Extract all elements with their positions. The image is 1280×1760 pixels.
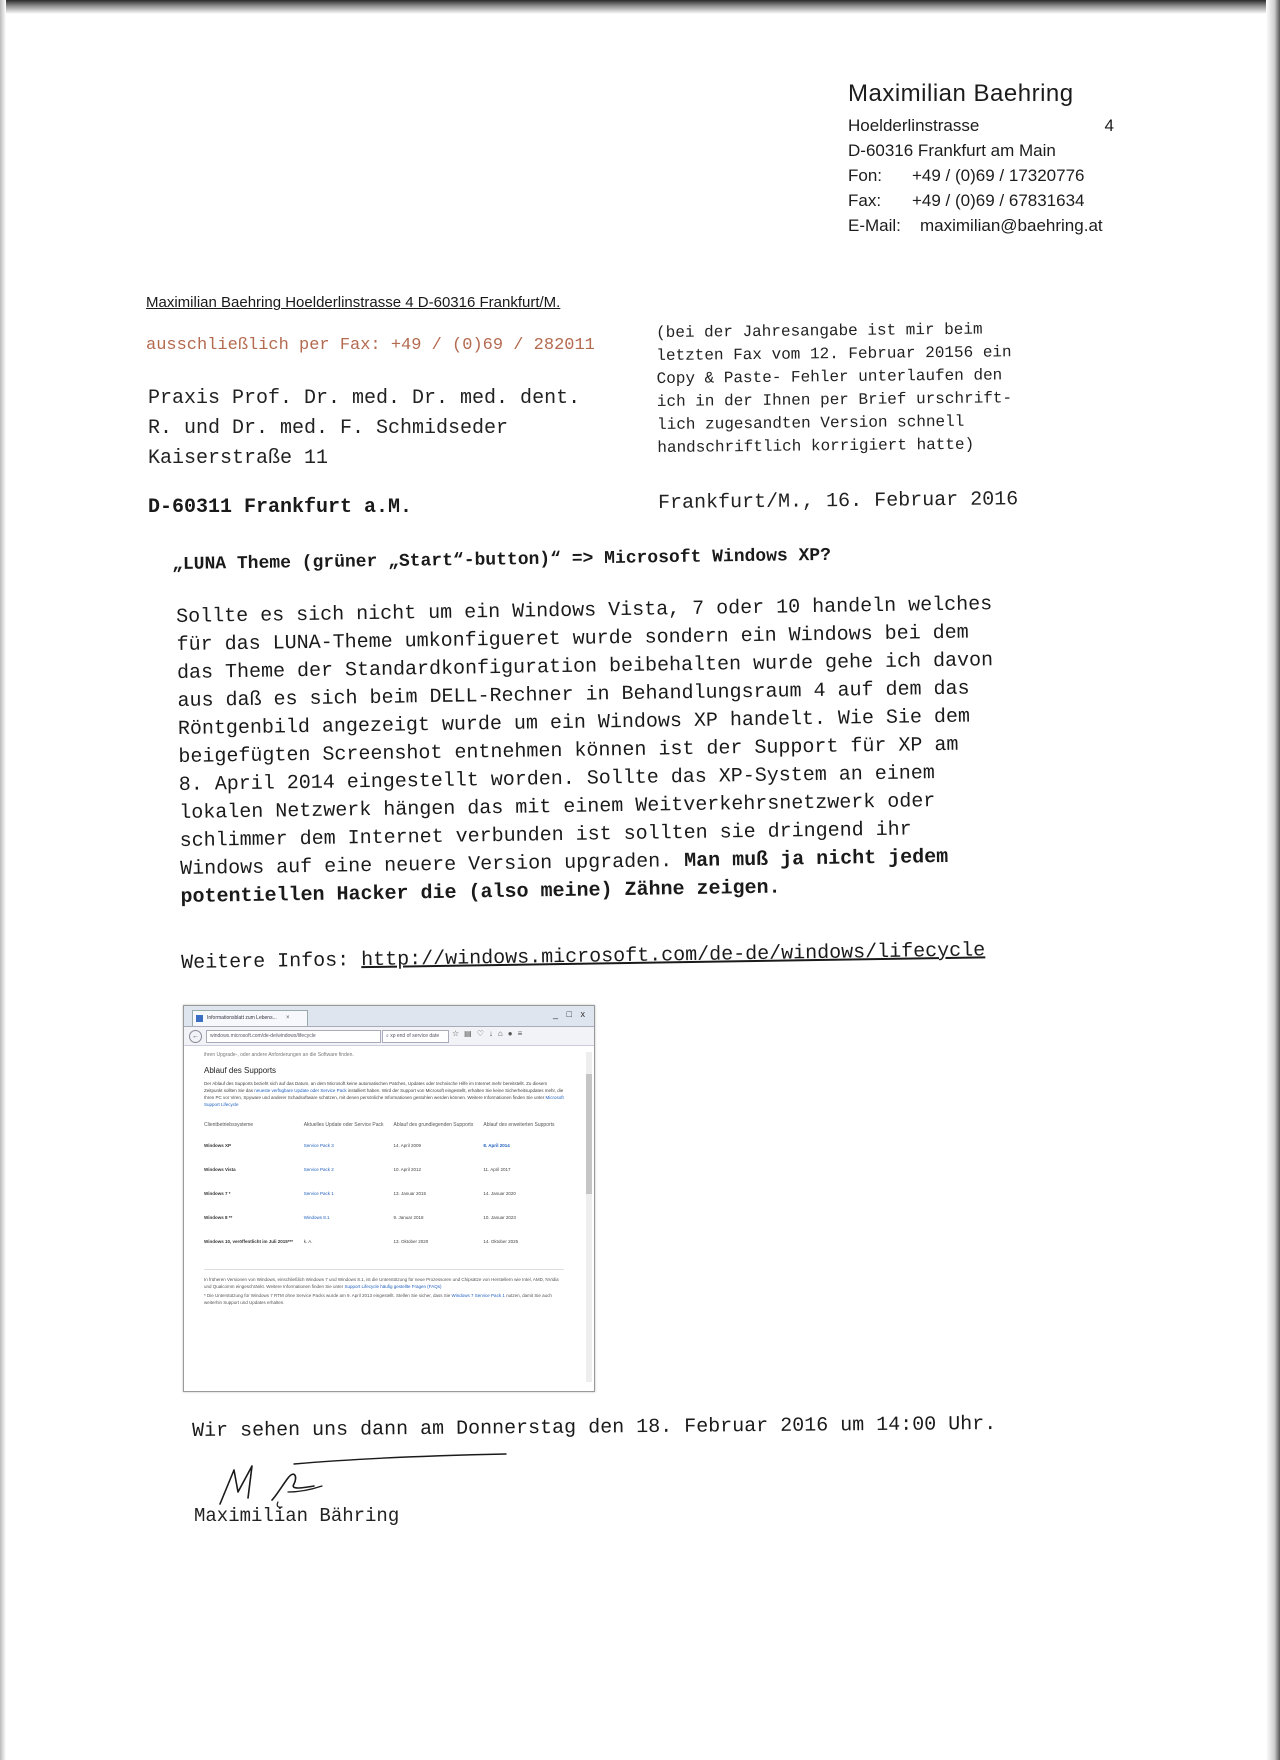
sender-street: Hoelderlinstrasse [848,116,980,135]
os-cell: Windows XP [204,1143,231,1148]
table-row [204,1167,564,1191]
download-icon[interactable]: ↓ [488,1029,498,1038]
support-heading: Ablauf des Supports [204,1066,277,1075]
body-text-regular: Windows auf eine neuere Version upgraden. [179,850,685,881]
scan-edge-left [0,0,6,1760]
extended-support-cell: 11. April 2017 [483,1167,511,1172]
os-cell: Windows 10, veröffentlicht im Juli 2015*** [204,1239,293,1244]
column-header: Ablauf des grundlegenden Supports [393,1122,474,1128]
footnote-2 [204,1292,564,1306]
sender-phone-label: Fon: [848,166,883,185]
table-row [204,1191,564,1215]
browser-tab-title: Informationsblatt zum Lebens... [207,1015,277,1021]
basic-support-cell: 9. Januar 2018 [393,1215,424,1220]
column-header: Aktuelles Update oder Service Pack [303,1122,384,1128]
body-line: 8. April 2014 eingestellt worden. Sollte das XP-System an einem [178,762,936,797]
sender-name: Maximilian Baehring [848,80,1074,107]
extended-support-cell: 10. Januar 2023 [483,1215,516,1220]
handwritten-signature [190,1452,520,1512]
win7-sp1-link[interactable]: Windows 7 Service Pack 1 [451,1293,505,1298]
body-line: schlimmer dem Internet verbunden ist sollten sie dringend ihr [179,818,912,853]
footnote-text: nutzen, damit Sie auch weiterhin Support und Updates erhalten. [204,1293,552,1305]
browser-tabbar [184,1006,594,1027]
date-line: Frankfurt/M., 16. Februar 2016 [658,488,1019,515]
basic-support-cell: 10. April 2012 [393,1167,422,1172]
signature-name: Maximilian Bähring [194,1505,400,1527]
recipient-city: D-60311 Frankfurt a.M. [148,496,413,519]
home-icon[interactable]: ⌂ [497,1029,508,1038]
body-line: Sollte es sich nicht um ein Windows Vista, 7 oder 10 handeln welches [176,593,993,629]
os-cell: Windows Vista [204,1167,236,1172]
scan-edge-top [0,0,1280,14]
body-line: das Theme der Standardkonfiguration beibehalten wurde gehe ich davon [176,649,994,685]
body-line: Röntgenbild angezeigt wurde um ein Windows XP handelt. Wie Sie dem [177,705,971,741]
sender-fax-row [848,191,1114,216]
basic-support-cell: 14. April 2009 [393,1143,422,1148]
os-cell: Windows 7 * [204,1191,231,1196]
extended-support-cell: 14. Januar 2020 [483,1191,516,1196]
sender-fax: +49 / (0)69 / 67831634 [912,191,1085,210]
sp-cell[interactable]: Service Pack 1 [303,1191,334,1196]
browser-page [184,1046,594,1392]
sender-phone-row [848,166,1114,191]
letter-body [176,592,1081,914]
column-header: Clientbetriebssysteme [204,1122,254,1128]
os-cell: Windows 8 ** [204,1215,233,1220]
table-row [204,1239,564,1263]
search-bar[interactable] [382,1030,449,1043]
pocket-icon[interactable]: ♡ [476,1029,489,1038]
scrollbar[interactable] [586,1052,592,1382]
sender-house-number: 4 [1104,116,1114,135]
body-line: für das LUNA-Theme umkonfigueret wurde sondern ein Windows bei dem [176,621,969,657]
basic-support-cell: 13. Januar 2015 [393,1191,427,1196]
sp-cell[interactable]: Service Pack 2 [303,1167,334,1172]
return-address: Maximilian Baehring Hoelderlinstrasse 4 D-60316 Frankfurt/M. [146,294,561,311]
back-arrow-icon[interactable]: ← [189,1030,202,1043]
support-text: installiert haben. Wird der Support von Microsoft eingestellt, erhalten Sie keine Sicherheitsupdates mehr, die Ihren PC vor Viren, Spyware und anderer Schadsoftware schützen, mit denen persönliche Informationen gestohlen werden können. Weitere Informationen finden Sie unter [204,1088,564,1100]
sp-cell[interactable]: Windows 8.1 [303,1215,330,1220]
sender-email: maximilian@baehring.at [920,216,1103,235]
table-row [204,1215,564,1239]
basic-support-cell: 13. Oktober 2020 [393,1239,429,1244]
table-header-row [204,1122,564,1143]
scan-edge-right [1266,0,1280,1760]
fax-notice: ausschließlich per Fax: +49 / (0)69 / 282011 [146,336,595,355]
sp-cell: k. A. [303,1239,313,1244]
cut-off-text: ihren Upgrade-, oder andere Anforderungen an die Software finden. [204,1052,354,1058]
more-info-label: Weitere Infos: [181,949,362,975]
chat-icon[interactable]: ● [507,1029,518,1038]
more-info [181,939,985,975]
faq-link[interactable]: Support Lifecycle häufig gestellte Fragen (FAQs) [344,1284,442,1289]
url-bar[interactable]: windows.microsoft.com/de-de/windows/lifecycle [206,1030,381,1043]
extended-support-cell: 8. April 2014 [483,1143,510,1148]
footnote-text: * Die Unterstützung für Windows 7 RTM ohne Service Packs wurde am 9. April 2013 eingestellt. Stellen Sie sicher, dass Sie [204,1293,452,1298]
footnote-1 [204,1269,564,1290]
subject-line: „LUNA Theme (grüner „Start“-button)“ => Microsoft Windows XP? [172,545,832,575]
sender-block [848,80,1114,241]
window-controls[interactable]: _ □ x [553,1009,588,1019]
column-header: Ablauf des erweiterten Supports [483,1122,555,1128]
body-line-bold: potentiellen Hacker die (also meine) Zähne zeigen. [180,876,781,909]
lifecycle-support-link[interactable]: Microsoft Support Lifecycle [204,1095,564,1107]
footnote-text: In früheren Versionen von Windows, einschließlich Windows 7 und Windows 8.1, ist die Unterstützung für neue Prozessoren und Chipsätze von Herstellern wie Intel, AMD, NVidia und Qualcomm eingeschränkt. Weitere Informationen finden Sie unter [204,1277,559,1289]
bookmarks-icon[interactable]: ▤ [464,1029,477,1038]
body-text-bold: Man muß ja nicht jedem [683,845,949,874]
scrollbar-thumb[interactable] [586,1074,592,1194]
search-query: xp end of service date [390,1033,440,1039]
windows-logo-icon [196,1015,203,1022]
correction-note: (bei der Jahresangabe ist mir beim letzten Fax vom 12. Februar 20156 ein Copy & Paste- Fehler unterlaufen den ich in der Ihnen per Brief urschrift- lich zugesandten Version schnell handschriftlich korrigiert hatte) [656,320,1013,457]
support-text: Der Ablauf des Supports bezieht sich auf das Datum, an dem Microsoft keine automatischen Patches, Updates oder technische Hilfe im Internet mehr bereitstellt. Zu diesem Zeitpunkt sollten Sie das [204,1081,548,1093]
support-paragraph [204,1080,564,1108]
closing-line: Wir sehen uns dann am Donnerstag den 18. Februar 2016 um 14:00 Uhr. [192,1412,997,1443]
lifecycle-table [204,1122,564,1263]
lifecycle-link[interactable]: http://windows.microsoft.com/de-de/windows/lifecycle [361,939,986,973]
recipient-address [148,384,580,474]
toolbar-icons [452,1029,527,1038]
browser-screenshot [183,1005,595,1392]
body-line: beigefügten Screenshot entnehmen können ist der Support für XP am [178,733,959,769]
sender-city: D-60316 Frankfurt am Main [848,141,1056,160]
search-icon: ⌕ [386,1033,391,1039]
star-icon[interactable]: ☆ [452,1029,465,1038]
body-line: lokalen Netzwerk hängen das mit einem Weitverkehrsnetzwerk oder [179,790,936,825]
table-row [204,1143,564,1167]
body-line: aus daß es sich beim DELL-Rechner in Behandlungsraum 4 auf dem das [177,677,970,713]
menu-icon[interactable]: ≡ [517,1029,528,1038]
sender-street-row [848,116,1114,141]
recipient-line-1: Praxis Prof. Dr. med. Dr. med. dent. [148,387,581,410]
extended-support-cell: 14. Oktober 2025 [483,1239,519,1244]
recipient-line-3: Kaiserstraße 11 [148,447,329,470]
sp-cell[interactable]: Service Pack 3 [303,1143,334,1148]
browser-tab[interactable] [192,1010,308,1026]
sender-email-row [848,216,1114,241]
update-link[interactable]: neueste verfügbare Update oder Service Pack [254,1088,347,1093]
sender-phone: +49 / (0)69 / 17320776 [912,166,1085,185]
sender-email-label: E-Mail: [848,216,901,235]
browser-navbar [184,1027,594,1046]
close-icon[interactable]: × [286,1015,290,1021]
sender-fax-label: Fax: [848,191,882,210]
recipient-line-2: R. und Dr. med. F. Schmidseder [148,417,509,440]
